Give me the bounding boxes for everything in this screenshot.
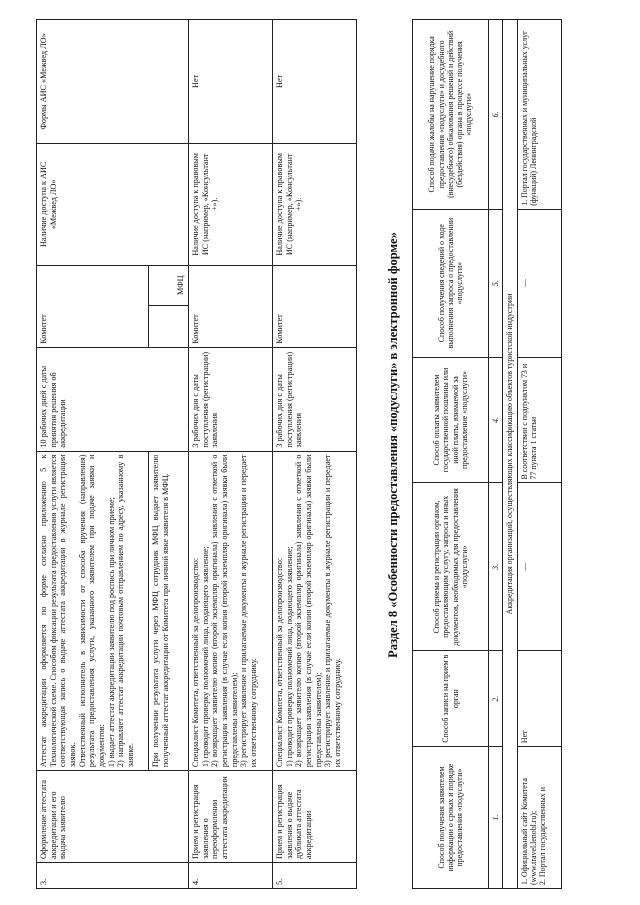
step-description: Специалист Комитета, ответственный за делопроизводство: 1) проводит проверку полномочий лица, подающего заявление; 2) возвращает заявителю копию (второй экземпляр оригинала) заявления с отметкой о регистрации заявления (в случае если копия (второй экземпляр оригинала) заявки были представлены заявителем); 3) регистрирует заявление и прилагаемые документы в журнале регистрации и передает их ответственному сотруднику. — [189, 451, 273, 771]
executor-spacer — [149, 305, 189, 347]
column-header: Способ записи на прием в орган — [413, 651, 489, 747]
step-term: 10 рабочих дней с даты принятия решения об аккредитации — [37, 347, 189, 451]
subheader-row — [503, 20, 517, 889]
table-header-row — [413, 20, 489, 889]
step-name: Прием и регистрация заявления о переоформлении аттестата аккредитации — [189, 771, 273, 863]
column-number: 2. — [489, 651, 503, 747]
row-number: 4. — [189, 863, 273, 889]
step-executor: Комитет — [189, 265, 273, 347]
step-resources: Наличие доступа к правовым ИС (например, «Консультант +»). — [273, 143, 357, 265]
step-executor: Комитет — [273, 265, 357, 347]
service-subheader: Аккредитация организаций, осуществляющих классификацию объектов туристской индустрии — [503, 20, 517, 889]
table-cell: — — [517, 209, 561, 357]
column-numbers-row — [489, 20, 503, 889]
step-executor-mfc: МФЦ — [149, 265, 189, 305]
row-number: 3. — [37, 863, 189, 889]
step-term: 3 рабочих дня с даты поступления (регистрации) заявления — [189, 347, 273, 451]
process-table — [36, 19, 357, 889]
column-number: 6. — [489, 20, 503, 210]
table-cell: — — [517, 483, 561, 651]
step-resources: Наличие доступа к правовым ИС (например, «Консультант +»). — [189, 143, 273, 265]
column-number: 5. — [489, 209, 503, 357]
step-resources: Наличие доступа к АИС «Межвед ЛО» — [37, 143, 189, 265]
step-executor: Комитет — [37, 265, 149, 347]
column-number: 1. — [489, 747, 503, 889]
table-cell: 1. Портал государственных и муниципальных услуг (функций) Ленинградской — [517, 20, 561, 210]
column-number: 4. — [489, 357, 503, 483]
step-name: Оформление аттестата аккредитации и его выдача заявителю — [37, 771, 189, 863]
section-title: Раздел 8 «Особенности предоставления «подуслуги» в электронной форме» — [386, 232, 400, 658]
column-header: Способ приема и регистрации органом, предоставляющим услугу, запроса и иных документов, необходимых для предоставления «подуслуги» — [413, 483, 489, 651]
table-row — [37, 20, 149, 889]
column-header: Способ получения заявителем информации о сроках и порядке предоставления «подуслуги» — [413, 747, 489, 889]
table-row — [273, 20, 357, 889]
table-cell: Нет — [517, 651, 561, 747]
table-row — [517, 20, 561, 889]
table-cell: 1. Официальный сайт Комитета (www.travel.lenobl.ru); 2. Портал государственных и — [517, 747, 561, 889]
step-forms: Формы АИС «Межвед ЛО» — [37, 20, 189, 144]
table-row — [189, 20, 273, 889]
column-header: Способ получения сведений о ходе выполнения запроса о предоставлении «подуслуги» — [413, 209, 489, 357]
step-description: Специалист Комитета, ответственный за делопроизводство: 1) проводит проверку полномочий лица, подающего заявление; 2) возвращает заявителю копию (второй экземпляр оригинала) заявления с отметкой о регистрации заявления (в случае если копия (второй экземпляр оригинала) заявки были представлены заявителем); 3) регистрирует заявление и прилагаемые документы в журнале регистрации и передает их ответственному сотруднику. — [273, 451, 357, 771]
step-forms: Нет — [189, 20, 273, 144]
row-number: 5. — [273, 863, 357, 889]
step-name: Прием и регистрация заявления о выдаче дубликата аттестата аккредитации — [273, 771, 357, 863]
column-number: 3. — [489, 483, 503, 651]
section8-table — [412, 19, 562, 889]
step-description: Аттестат аккредитации оформляется по форме согласно приложению 5 к Технологической схеме. Способом фиксации результата предоставления услуги является соответствующая запись о выдаче аттестата аккредитации в журнале регистрации заявок. Ответственный исполнитель в зависимости от способа вручения (направления) результата предоставления услуги, указанного заявителем при подаче заявки и документов: 1) выдает аттестат аккредитации заявителю под роспись при личном приеме; 2) направляет аттестат аккредитации почтовым отправлением по адресу, указанному в заявке. — [37, 451, 149, 771]
table-cell: В соответствии с подпунктом 73 и 77 пункта 1 статьи — [517, 357, 561, 483]
step-term: 3 рабочих дня с даты поступления (регистрации) заявления — [273, 347, 357, 451]
column-header: Способ подачи жалобы на нарушение порядка предоставления «подуслуги» и досудебного (внесудебного) обжалования решений и действий (бездействия) органа в процессе получения «подуслуги» — [413, 20, 489, 210]
step-forms: Нет — [273, 20, 357, 144]
step-description-mfc: При получении результата услуги через МФЦ сотрудник МФЦ выдает заявителю полученный аттестат аккредитации от Комитета при личной явке заявителя в МФЦ. — [149, 451, 189, 771]
column-header: Способ оплаты заявителем государственной пошлины или иной платы, взимаемой за предоставление «подуслуги» — [413, 357, 489, 483]
